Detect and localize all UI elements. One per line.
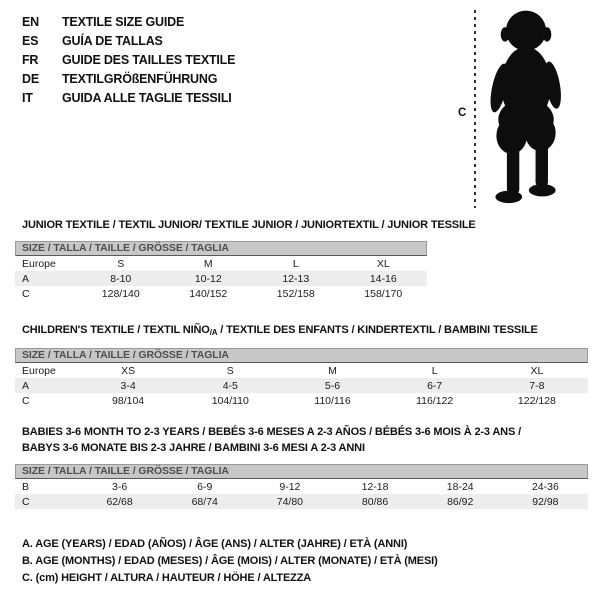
size-cell: 86/92 xyxy=(447,495,474,508)
children-title-pre: CHILDREN'S TEXTILE / TEXTIL NIÑO xyxy=(22,324,210,336)
size-cell: 74/80 xyxy=(276,495,304,508)
size-cell: 24-36 xyxy=(531,480,559,493)
language-label: GUIDE DES TAILLES TEXTILE xyxy=(62,53,236,67)
babies-title-line1: BABIES 3-6 MONTH TO 2-3 YEARS / BEBÉS 3-6 MESES A 2-3 AÑOS / BÉBÉS 3-6 MOIS À 2-3 ANS / xyxy=(22,426,521,438)
height-measure-label: C xyxy=(458,107,467,119)
size-cell: 7-8 xyxy=(529,379,545,392)
table-row xyxy=(15,393,588,408)
size-cell: 12-13 xyxy=(282,272,310,285)
size-cell: 9-12 xyxy=(279,480,301,493)
language-code: ES xyxy=(22,34,39,48)
size-cell: 140/152 xyxy=(189,287,228,300)
table-row xyxy=(15,271,427,286)
language-label: TEXTILE SIZE GUIDE xyxy=(62,15,185,29)
row-label: C xyxy=(22,394,30,407)
row-label: C xyxy=(22,287,30,300)
size-cell: 8-10 xyxy=(110,272,132,285)
size-cell: 152/158 xyxy=(276,287,315,300)
size-cell: 98/104 xyxy=(112,394,145,407)
children-title-post: / TEXTILE DES ENFANTS / KINDERTEXTIL / BAMBINI TESSILE xyxy=(217,324,538,336)
language-header xyxy=(22,13,235,108)
size-cell: 6-7 xyxy=(427,379,443,392)
column-header: XL xyxy=(376,257,390,270)
language-row xyxy=(22,70,235,89)
table-row xyxy=(15,479,588,494)
size-cell: 14-16 xyxy=(369,272,397,285)
babies-table xyxy=(15,464,588,509)
language-row xyxy=(22,32,235,51)
language-label: TEXTILGRÖßENFÜHRUNG xyxy=(62,72,218,86)
height-dashed-line xyxy=(474,10,476,208)
children-table xyxy=(15,348,588,408)
baby-silhouette-icon xyxy=(483,8,569,210)
size-cell: 116/122 xyxy=(416,394,454,407)
language-code: DE xyxy=(22,72,39,86)
size-cell: 4-5 xyxy=(222,379,238,392)
size-cell: 5-6 xyxy=(324,379,341,392)
column-header: XL xyxy=(530,364,544,377)
row-label: A xyxy=(22,272,30,285)
table-row xyxy=(15,494,588,509)
row-label: A xyxy=(22,379,30,392)
size-cell: 92/98 xyxy=(532,495,559,508)
language-code: IT xyxy=(22,91,33,105)
footnote-a: A. AGE (YEARS) / EDAD (AÑOS) / ÂGE (ANS) / ALTER (JAHRE) / ETÀ (ANNI) xyxy=(22,538,408,550)
size-cell: 18-24 xyxy=(446,480,474,493)
language-code: FR xyxy=(22,53,39,67)
size-cell: 62/68 xyxy=(106,495,133,508)
size-cell: 12-18 xyxy=(361,480,389,493)
language-code: EN xyxy=(22,15,39,29)
children-title-subscript: /A xyxy=(209,328,218,337)
column-header: M xyxy=(328,364,337,377)
size-cell: 10-12 xyxy=(194,272,222,285)
size-cell: 158/170 xyxy=(364,287,403,300)
size-cell: 3-4 xyxy=(120,379,136,392)
table-row xyxy=(15,378,588,393)
language-row xyxy=(22,51,235,70)
table-row xyxy=(15,286,427,301)
language-row xyxy=(22,13,235,32)
size-cell: 68/74 xyxy=(191,495,218,508)
column-header: M xyxy=(203,257,213,270)
table-header-row xyxy=(15,256,427,271)
footnote-b: B. AGE (MONTHS) / EDAD (MESES) / ÂGE (MOIS) / ALTER (MONATE) / ETÀ (MESI) xyxy=(22,555,438,567)
column-header: Europe xyxy=(22,364,56,377)
children-section-title xyxy=(22,324,538,337)
column-header: S xyxy=(226,364,234,377)
junior-section-title: JUNIOR TEXTILE / TEXTIL JUNIOR/ TEXTILE JUNIOR / JUNIORTEXTIL / JUNIOR TESSILE xyxy=(22,219,476,231)
size-header-bar: SIZE / TALLA / TAILLE / GRÖSSE / TAGLIA xyxy=(15,464,588,479)
column-header: L xyxy=(431,364,438,377)
size-cell: 122/128 xyxy=(517,394,556,407)
column-header: XS xyxy=(121,364,136,377)
size-cell: 80/86 xyxy=(361,495,389,508)
column-header: S xyxy=(117,257,125,270)
size-header-bar: SIZE / TALLA / TAILLE / GRÖSSE / TAGLIA xyxy=(15,241,427,256)
size-cell: 6-9 xyxy=(197,480,213,493)
column-header: Europe xyxy=(22,257,56,270)
babies-title-line2: BABYS 3-6 MONATE BIS 2-3 JAHRE / BAMBINI 3-6 MESI A 2-3 ANNI xyxy=(22,442,365,454)
junior-table xyxy=(15,241,427,301)
size-cell: 3-6 xyxy=(111,480,128,493)
measurement-figure xyxy=(450,8,575,212)
babies-section-title xyxy=(22,424,521,456)
size-header-bar: SIZE / TALLA / TAILLE / GRÖSSE / TAGLIA xyxy=(15,348,588,363)
language-label: GUIDA ALLE TAGLIE TESSILI xyxy=(62,91,232,105)
footnote-c: C. (cm) HEIGHT / ALTURA / HAUTEUR / HÖHE / ALTEZZA xyxy=(22,572,312,584)
row-label: B xyxy=(22,480,30,493)
language-row xyxy=(22,89,235,108)
size-cell: 104/110 xyxy=(211,394,249,407)
size-cell: 128/140 xyxy=(101,287,140,300)
table-header-row xyxy=(15,363,588,378)
size-cell: 110/116 xyxy=(314,394,351,407)
row-label: C xyxy=(22,495,30,508)
language-label: GUÍA DE TALLAS xyxy=(62,34,163,48)
column-header: L xyxy=(292,257,299,270)
footnotes xyxy=(22,536,438,587)
